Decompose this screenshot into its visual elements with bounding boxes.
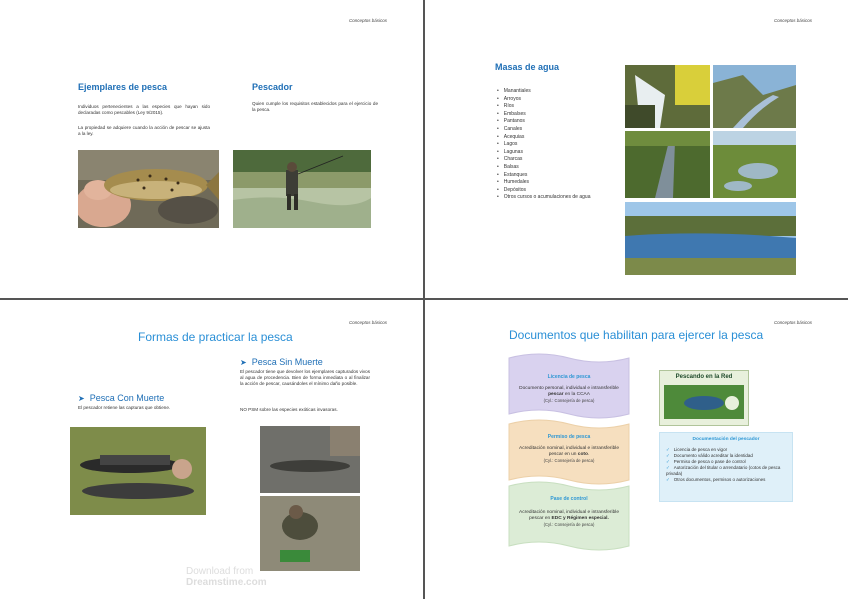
list-item: ✓ Otros documentos, permisos o autorizaciones xyxy=(666,477,792,483)
heading-masas-de-agua: Masas de agua xyxy=(495,62,560,72)
slide-title: Documentos que habilitan para ejercer la pesca xyxy=(509,328,764,342)
banner-text: Documento personal, individual e intransferible pescar en la CCAA (Cyl.: Consejería de pesca) xyxy=(519,386,619,403)
photo-stream-waterfall xyxy=(625,65,710,128)
slide-formas-de-pesca xyxy=(0,300,423,599)
banner-permiso-de-pesca xyxy=(507,418,631,488)
list-item: • Manantiales xyxy=(497,88,590,96)
list-item: • Pantanos xyxy=(497,118,590,126)
docbox-list xyxy=(666,447,792,483)
slide-masas-de-agua xyxy=(425,0,848,298)
logo-fish-icon xyxy=(660,383,748,423)
list-item: ✓ Permiso de pesca o pase de control xyxy=(666,459,792,465)
logo-title: Pescando en la Red xyxy=(675,374,733,380)
banner-label: Licencia de pesca xyxy=(547,374,591,380)
list-item: • Arroyos xyxy=(497,96,590,104)
photo-river-canyon xyxy=(713,65,796,128)
banner-text: Acreditación nominal, individual e intransferible pescar en EDC y Régimen especial. (Cyl.: Consejería de pesca) xyxy=(519,510,619,527)
list-item: • Balsas xyxy=(497,164,590,172)
slide-header: Conceptos básicos xyxy=(773,18,812,23)
text-con-muerte: El pescador retiene las capturas que obtiene. xyxy=(78,405,171,410)
arrow-icon: ➤ xyxy=(78,394,85,403)
photo-trout-in-hand xyxy=(78,150,219,228)
slide-ejemplares xyxy=(0,0,423,298)
list-item: • Acequias xyxy=(497,134,590,142)
docbox-title: Documentación del pescador xyxy=(692,437,760,442)
list-item: • Canales xyxy=(497,126,590,134)
list-item: • Charcas xyxy=(497,156,590,164)
text-pescador: Quien cumple los requisitos establecidos para el ejercicio de la pesca. xyxy=(252,101,378,112)
banner-text: Acreditación nominal, individual e intransferible pescar en un coto. (Cyl.: Consejería de pesca) xyxy=(519,446,619,463)
photo-wetland xyxy=(713,131,796,198)
arrow-icon: ➤ xyxy=(240,358,247,367)
banner-label: Pase de control xyxy=(550,496,588,502)
list-item: ✓ Autorización del titular o arrendatario (cotos de pesca privada) xyxy=(666,465,792,477)
banner-label: Permiso de pesca xyxy=(547,434,591,440)
list-item: • Lagunas xyxy=(497,149,590,157)
text-sin-muerte-1: El pescador tiene que devolver los ejemplares capturados vivos al agua de procedencia. Bien de forma inmediata o al finalizar la acción de pescar, causándoles el mínimo daño posible. xyxy=(240,369,370,386)
logo-pescando-en-la-red xyxy=(659,370,749,426)
photo-angler-in-river xyxy=(233,150,371,228)
documentacion-del-pescador-box xyxy=(659,432,793,502)
photo-lake xyxy=(625,202,796,275)
list-item: • Estanques xyxy=(497,172,590,180)
water-bodies-list xyxy=(497,88,590,202)
banner-licencia-de-pesca xyxy=(507,352,631,422)
photo-fish-release xyxy=(260,426,360,493)
list-item: • Lagos xyxy=(497,141,590,149)
slide-header: Conceptos básicos xyxy=(348,320,387,325)
photo-canal xyxy=(625,131,710,198)
photo-angler-kneeling xyxy=(260,496,360,571)
slide-documentos xyxy=(425,300,848,599)
heading-ejemplares: Ejemplares de pesca xyxy=(78,82,168,92)
slide-title: Formas de practicar la pesca xyxy=(138,330,293,344)
list-item: • Ríos xyxy=(497,103,590,111)
text-ejemplares-2: La propiedad se adquiere cuando la acción de pescar se ajusta a la ley. xyxy=(78,125,210,136)
text-sin-muerte-2: NO PSM sobre las especies exóticas invasoras. xyxy=(240,407,338,412)
banner-pase-de-control xyxy=(507,480,631,554)
heading-pesca-con-muerte: ➤ Pesca Con Muerte xyxy=(78,393,165,403)
list-item: ✓ Documento válido acreditar la identidad xyxy=(666,453,792,459)
watermark: Download from Dreamstime.com xyxy=(186,566,267,588)
list-item: ✓ Licencia de pesca en vigor xyxy=(666,447,792,453)
list-item: • Embalses xyxy=(497,111,590,119)
list-item: • Humedales xyxy=(497,179,590,187)
list-item: • Otros cursos o acumulaciones de agua xyxy=(497,194,590,202)
slide-header: Conceptos básicos xyxy=(773,320,812,325)
photo-large-catfish xyxy=(70,427,206,515)
text-ejemplares-1: Individuos pertenecientes a las especies que hayan sido declaradas como pescables (Ley 9/2015). xyxy=(78,104,210,115)
list-item: • Depósitos xyxy=(497,187,590,195)
heading-pesca-sin-muerte: ➤ Pesca Sin Muerte xyxy=(240,357,323,367)
slide-header: Conceptos básicos xyxy=(348,18,387,23)
heading-pescador: Pescador xyxy=(252,82,293,92)
